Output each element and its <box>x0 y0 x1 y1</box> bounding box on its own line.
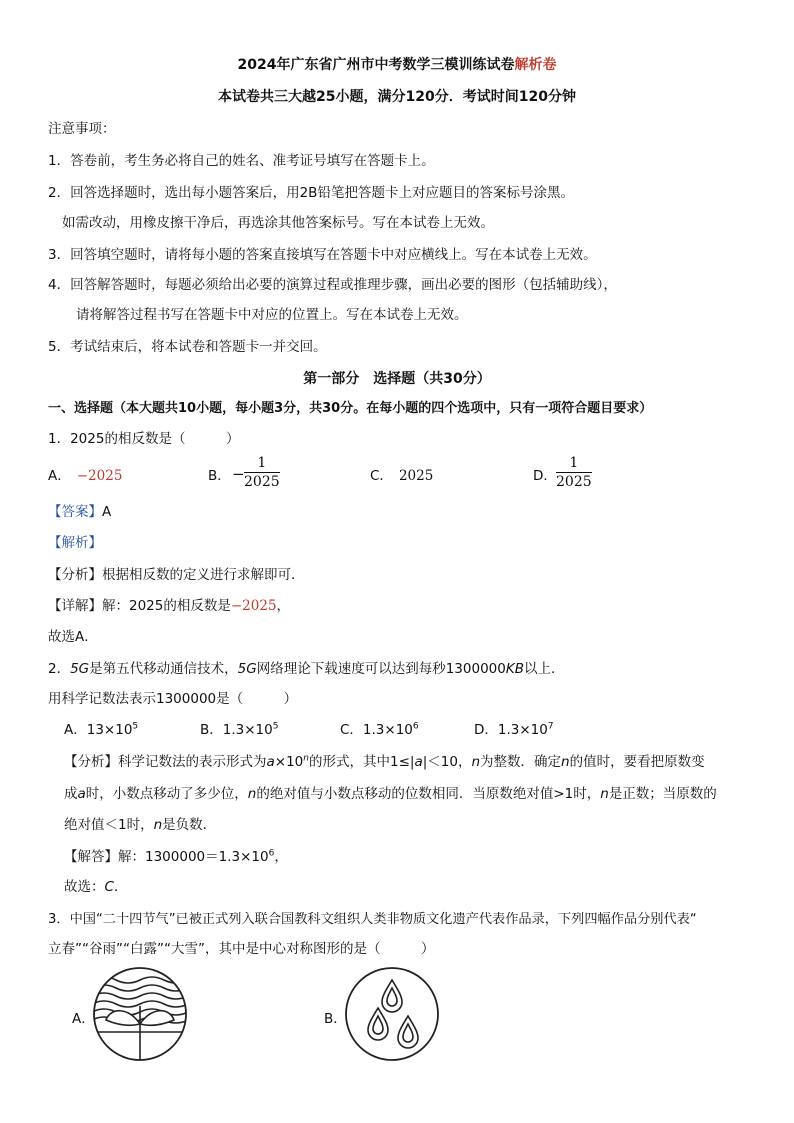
q1-option-b-fraction: 1 2025 <box>244 455 280 490</box>
notice-item: 1．答卷前，考生务必将自己的姓名、准考证号填写在答题卡上。 <box>48 153 435 169</box>
q1-answer: 【答案】A <box>48 504 112 520</box>
q1-analysis-tag: 【解析】 <box>48 535 102 551</box>
q2-conclusion: 故选：C． <box>64 879 128 895</box>
question-3-stem-2: 立春”“谷雨”“白露”“大雪”，其中是中心对称图形的是（ ） <box>48 941 435 957</box>
page-title: 2024年广东省广州市中考数学三模训练试卷解析卷 <box>237 57 557 73</box>
q3-option-a-sprout-figure <box>92 966 188 1062</box>
q1-fenxi: 【分析】根据相反数的定义进行求解即可． <box>48 567 305 583</box>
q2-option-c: C．$1.3\times 10^6$ <box>340 721 419 738</box>
q1-option-d-fraction: 1 2025 <box>556 455 592 490</box>
question-2-stem-2: 用科学记数法表示1300000是（ ） <box>48 691 298 707</box>
q2-option-d: D．$1.3\times 10^7$ <box>474 721 554 738</box>
q2-fenxi-line-1: 【分析】科学记数法的表示形式为$a\times 10^n$的形式，其中1≤|a|＜10，n为整数．确定n的值时，要看把原数变 <box>64 753 705 770</box>
part-heading: 第一部分 选择题（共30分） <box>303 371 491 387</box>
section-heading: 一、选择题（本大题共10小题，每小题3分，共30分。在每小题的四个选项中，只有一项符合题目要求） <box>48 401 653 416</box>
notice-item: 2．回答选择题时，选出每小题答案后，用2B铅笔把答题卡上对应题目的答案标号涂黑。 <box>48 185 574 201</box>
q3-option-b-raindrop-figure <box>344 966 440 1062</box>
q2-option-b: B．$1.3\times 10^5$ <box>200 721 279 738</box>
notice-item: 请将解答过程书写在答题卡中对应的位置上。写在本试卷上无效。 <box>76 307 468 323</box>
question-1-stem: 1．2025的相反数是（ ） <box>48 431 240 447</box>
q2-jieda: 【解答】解：$1300000=1.3\times 10^6$， <box>64 848 288 865</box>
page-subtitle: 本试卷共三大越25小题，满分120分．考试时间120分钟 <box>218 89 576 105</box>
notice-item: 4．回答解答题时，每题必须给出必要的演算过程或推理步骤，画出必要的图形（包括辅助线）， <box>48 277 617 293</box>
q1-option-b-label: B． <box>208 468 231 484</box>
question-2-stem: 2．5G是第五代移动通信技术，5G网络理论下载速度可以达到每秒1300000KB以上． <box>48 661 565 677</box>
q1-option-b-sign: − <box>232 465 245 483</box>
notice-heading: 注意事项： <box>48 121 116 137</box>
q1-conclusion: 故选A． <box>48 629 98 645</box>
q1-option-a: A． −2025 <box>48 468 123 484</box>
notice-item: 如需改动，用橡皮擦干净后，再选涂其他答案标号。写在本试卷上无效。 <box>62 215 494 231</box>
q2-fenxi-line-2: 成a时，小数点移动了多少位，n的绝对值与小数点移动的位数相同．当原数绝对值>1时，n是正数；当原数的 <box>64 786 717 802</box>
q2-option-a: A．$13\times 10^5$ <box>64 721 139 738</box>
q1-xiangjie: 【详解】解：2025的相反数是−2025， <box>48 598 291 614</box>
q3-option-a-label: A． <box>72 1011 95 1027</box>
q3-option-b-label: B． <box>324 1011 347 1027</box>
q1-option-c: C． 2025 <box>370 468 434 484</box>
notice-item: 5．考试结束后，将本试卷和答题卡一并交回。 <box>48 339 327 355</box>
question-3-stem: 3．中国“二十四节气”已被正式列入联合国教科文组织人类非物质文化遗产代表作品录，下列四幅作品分别代表“ <box>48 912 697 927</box>
notice-item: 3．回答填空题时，请将每小题的答案直接填写在答题卡中对应横线上。写在本试卷上无效。 <box>48 247 597 263</box>
q1-option-d-label: D． <box>533 468 557 484</box>
q2-fenxi-line-3: 绝对值＜1时，n是负数． <box>64 817 217 833</box>
